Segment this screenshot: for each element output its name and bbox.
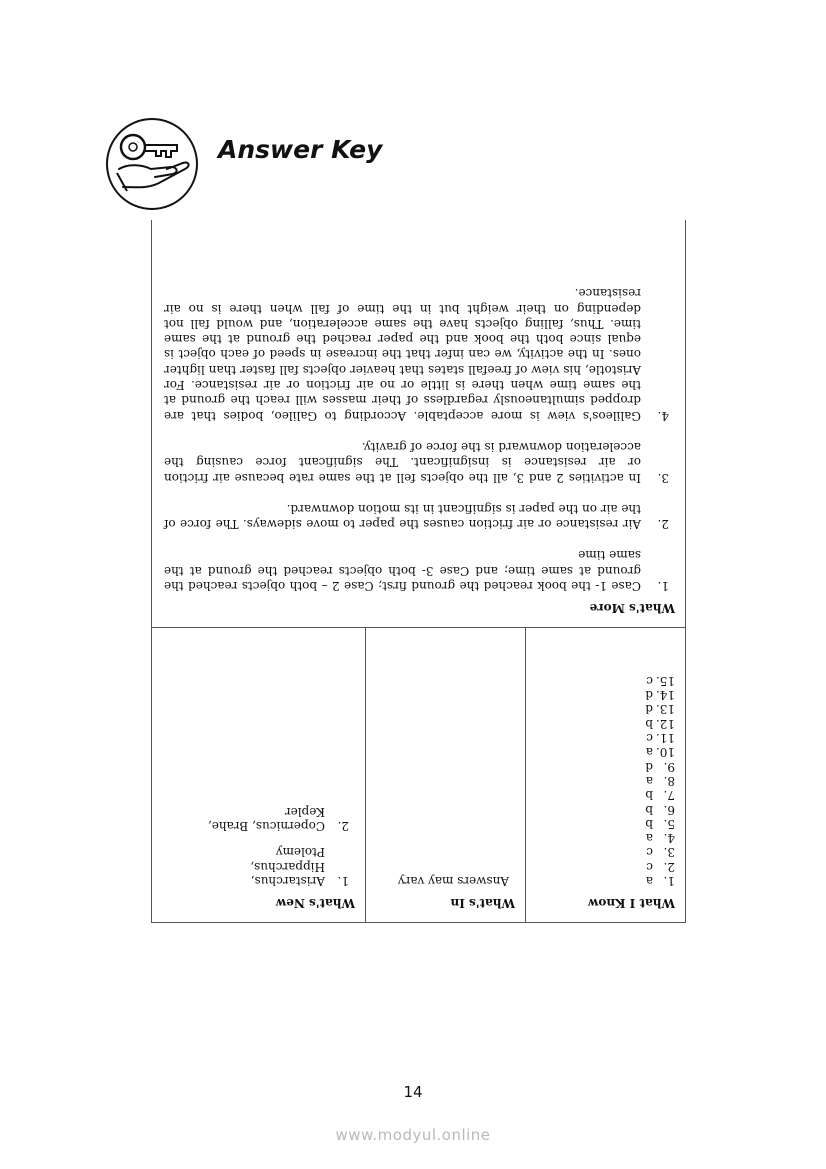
whats-more-heading: What's More bbox=[589, 601, 675, 615]
whats-new-column bbox=[152, 628, 365, 922]
page-number: 14 bbox=[403, 1083, 423, 1101]
list-item: 2.c bbox=[646, 859, 675, 874]
list-item: 3. In activities 2 and 3, all the objects fell at the same rate because air friction or air resistance is insignificant. The significant force causing the acceleration downward is the force of gravity. bbox=[164, 439, 669, 485]
watermark: www.modyul.online bbox=[335, 1126, 491, 1144]
list-item: 2. Air resistance or air friction causes the paper to move sideways. The force of the air on the paper is significant in its motion downward. bbox=[164, 501, 669, 532]
answer-columns bbox=[152, 627, 685, 922]
list-item: 11.c bbox=[646, 731, 675, 746]
answer-key-table bbox=[151, 220, 686, 923]
whats-new-list bbox=[152, 805, 355, 888]
list-item: 3.c bbox=[646, 845, 675, 860]
page-title: Answer Key bbox=[218, 135, 383, 164]
list-item: 2. Copernicus, Brahe, Kepler bbox=[207, 804, 349, 834]
key-in-hand-icon bbox=[105, 117, 199, 211]
list-item: 14.d bbox=[645, 688, 675, 703]
list-item: 10.a bbox=[645, 745, 675, 760]
list-item: 9.d bbox=[645, 759, 675, 774]
list-item: 13.d bbox=[645, 702, 675, 717]
whats-in-answer: Answers may vary bbox=[397, 874, 509, 888]
list-item: 4.a bbox=[645, 831, 675, 846]
list-item: 4. Galileos's view is more acceptable. According to Galileo, bodies that are dropped simultaneously regardless of their masses will reach the ground at the same time when there is little or no air friction or air resistance. For Aristotle, his view of freefall states that heavier objects fall faster than lighter ones. In the activity, we can infer that the increase in speed of each object is equal since both the book and the paper reached the ground at the same time. Thus, falling objects have the same acceleration, and would fall not depending on their weight but in the time of fall when there is no air resistance. bbox=[164, 286, 669, 423]
whats-more-list bbox=[164, 285, 675, 593]
list-item: 7.b bbox=[645, 788, 675, 803]
rotated-content bbox=[152, 220, 685, 922]
whats-more-section bbox=[152, 220, 685, 627]
what-i-know-list bbox=[526, 674, 675, 888]
list-item: 1.a bbox=[645, 874, 675, 888]
list-item: 15.c bbox=[646, 673, 675, 688]
list-item: 1. Case 1- the book reached the ground first; Case 2 – both objects reached the ground at same time; and Case 3- both objects reached the ground at the same time bbox=[164, 548, 669, 593]
list-item: 1. Aristarchus, Hipparchus, Ptolemy bbox=[250, 845, 349, 888]
list-item: 6.b bbox=[645, 802, 675, 817]
whats-in-column bbox=[365, 628, 525, 922]
list-item: 12.b bbox=[645, 716, 675, 731]
whats-new-heading: What's New bbox=[275, 896, 355, 910]
whats-in-heading: What's In bbox=[450, 896, 515, 910]
what-i-know-heading: What I Know bbox=[588, 896, 675, 910]
what-i-know-column bbox=[525, 628, 685, 922]
list-item: 8.a bbox=[645, 773, 675, 788]
list-item: 5.b bbox=[645, 816, 675, 831]
